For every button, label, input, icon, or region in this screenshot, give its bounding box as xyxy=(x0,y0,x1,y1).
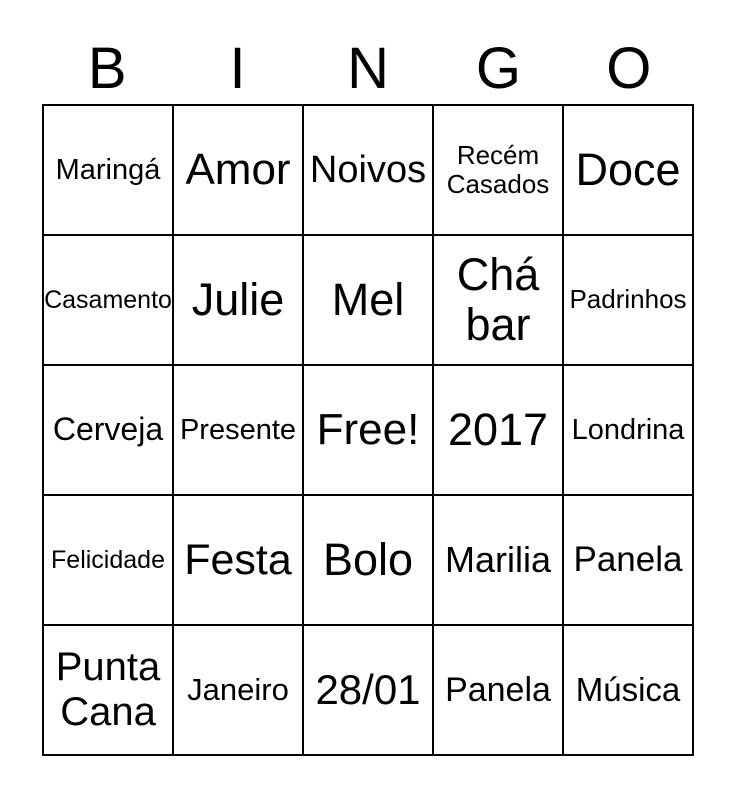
bingo-cell[interactable] xyxy=(563,625,693,755)
bingo-cell[interactable] xyxy=(173,495,303,625)
bingo-cell[interactable] xyxy=(43,105,173,235)
bingo-cell[interactable] xyxy=(303,625,433,755)
bingo-cell[interactable] xyxy=(43,235,173,365)
bingo-cell-text: Free! xyxy=(316,405,420,455)
bingo-cell[interactable] xyxy=(173,625,303,755)
bingo-cell[interactable] xyxy=(173,365,303,495)
bingo-cell[interactable] xyxy=(173,105,303,235)
bingo-cell-text: Bolo xyxy=(322,533,414,585)
bingo-cell-text: Cerveja xyxy=(52,411,164,448)
bingo-cell[interactable] xyxy=(43,365,173,495)
bingo-cell[interactable] xyxy=(433,105,563,235)
bingo-header-letter-o: O xyxy=(606,36,652,101)
bingo-cell-text: Casados xyxy=(446,169,550,199)
bingo-cell[interactable] xyxy=(303,105,433,235)
bingo-header-letter-n: N xyxy=(347,36,389,101)
bingo-cell-text: Panela xyxy=(445,670,551,709)
bingo-cell-text: Noivos xyxy=(309,148,427,191)
bingo-cell-text: Mel xyxy=(331,273,405,325)
bingo-cell[interactable] xyxy=(433,235,563,365)
bingo-cell[interactable] xyxy=(43,495,173,625)
bingo-cell[interactable] xyxy=(173,235,303,365)
bingo-cell-text: Maringá xyxy=(55,153,161,186)
bingo-cell[interactable] xyxy=(563,235,693,365)
bingo-cell-text: Londrina xyxy=(571,413,685,446)
bingo-cell-text: Chá xyxy=(456,248,540,300)
bingo-cell[interactable] xyxy=(433,625,563,755)
bingo-cell-text: Panela xyxy=(573,540,683,580)
bingo-cell[interactable] xyxy=(563,495,693,625)
bingo-cell-text: Punta xyxy=(55,645,161,690)
bingo-header-letter-i: I xyxy=(229,36,246,101)
bingo-grid xyxy=(42,104,694,756)
bingo-cell[interactable] xyxy=(303,495,433,625)
bingo-cell-text: Julie xyxy=(191,273,285,325)
bingo-cell[interactable] xyxy=(433,495,563,625)
bingo-header-letter-g: G xyxy=(475,36,521,101)
bingo-cell-text: Casamento xyxy=(44,286,172,314)
bingo-cell-text: Presente xyxy=(179,413,297,446)
bingo-header-letter-b: B xyxy=(87,36,127,101)
bingo-cell-text: 2017 xyxy=(447,403,549,455)
bingo-cell-text: Marilia xyxy=(444,538,551,580)
bingo-header xyxy=(42,34,694,100)
bingo-cell-text: 28/01 xyxy=(315,666,421,714)
bingo-cell-text: Janeiro xyxy=(187,671,289,707)
bingo-cell-text: Recém xyxy=(456,139,540,170)
bingo-cell-text: Festa xyxy=(184,535,292,584)
bingo-cell-text: Música xyxy=(575,670,681,708)
bingo-cell-text: Padrinhos xyxy=(569,284,687,315)
bingo-cell-text: Cana xyxy=(60,690,156,734)
bingo-cell-text: Felicidade xyxy=(51,546,165,574)
bingo-cell[interactable] xyxy=(563,105,693,235)
bingo-cell[interactable] xyxy=(303,365,433,495)
bingo-cell[interactable] xyxy=(433,365,563,495)
bingo-cell-text: bar xyxy=(465,299,531,350)
bingo-cell-text: Doce xyxy=(575,143,681,195)
bingo-cell-text: Amor xyxy=(185,145,291,195)
bingo-cell[interactable] xyxy=(43,625,173,755)
bingo-cell[interactable] xyxy=(303,235,433,365)
bingo-cell[interactable] xyxy=(563,365,693,495)
